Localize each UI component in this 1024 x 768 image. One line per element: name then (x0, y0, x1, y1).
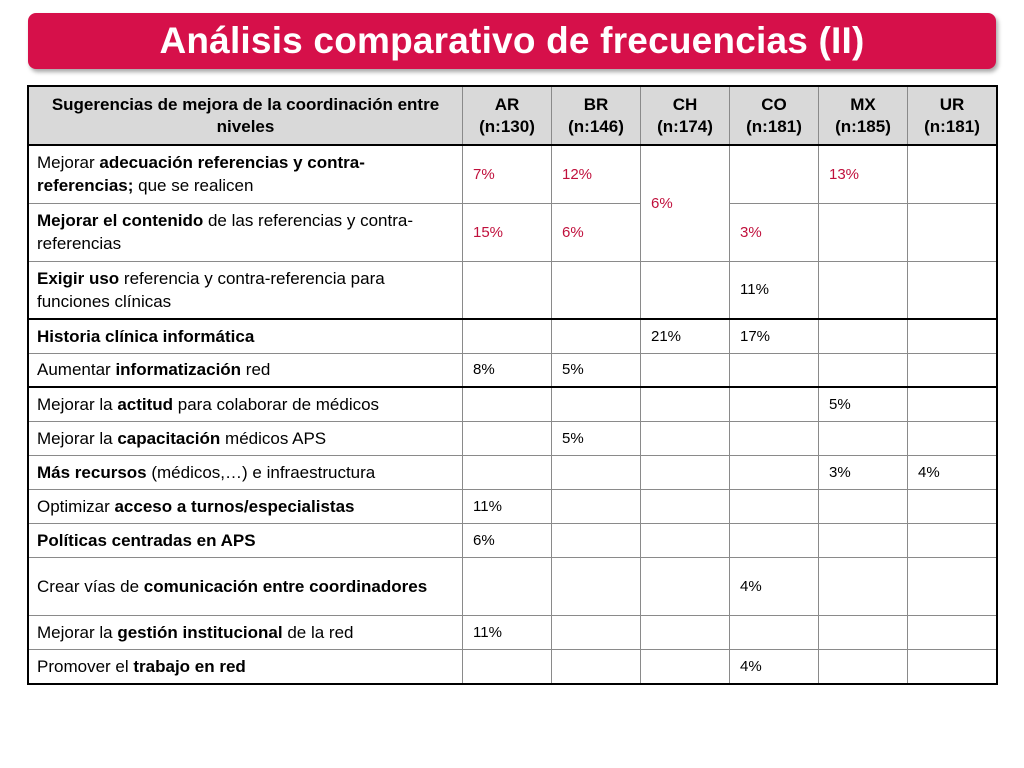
cell-co (730, 145, 819, 203)
cell-co: 17% (730, 319, 819, 353)
cell-ar: 6% (463, 523, 552, 557)
cell-ar: 8% (463, 353, 552, 387)
cell-ur (908, 649, 997, 683)
frequency-table (28, 86, 997, 684)
table-row (29, 649, 997, 683)
row-label: Mejorar el contenido de las referencias y contra-referencias (29, 203, 463, 261)
cell-ur (908, 261, 997, 319)
cell-br: 6% (552, 203, 641, 261)
country-code: CO (761, 94, 787, 114)
header-row (29, 87, 997, 146)
cell-ur (908, 203, 997, 261)
country-code: MX (850, 94, 876, 114)
row-label: Políticas centradas en APS (29, 523, 463, 557)
table-row (29, 523, 997, 557)
country-code: CH (672, 94, 698, 114)
cell-br: 12% (552, 145, 641, 203)
row-label: Mejorar la capacitación médicos APS (29, 421, 463, 455)
cell-ch (641, 421, 730, 455)
cell-ur: 4% (908, 455, 997, 489)
cell-co (730, 387, 819, 421)
cell-ar (463, 557, 552, 615)
cell-ar: 7% (463, 145, 552, 203)
cell-br: 5% (552, 421, 641, 455)
cell-br (552, 455, 641, 489)
cell-ch (641, 455, 730, 489)
cell-ch (641, 615, 730, 649)
cell-mx (819, 203, 908, 261)
cell-ur (908, 557, 997, 615)
cell-ch (641, 353, 730, 387)
row-label: Mejorar la actitud para colaborar de médicos (29, 387, 463, 421)
cell-ch (641, 261, 730, 319)
cell-co: 4% (730, 557, 819, 615)
cell-br (552, 489, 641, 523)
row-label: Historia clínica informática (29, 319, 463, 353)
cell-br (552, 387, 641, 421)
cell-ar: 11% (463, 489, 552, 523)
cell-mx (819, 421, 908, 455)
header-country-br (552, 87, 641, 146)
cell-ar (463, 387, 552, 421)
cell-ur (908, 145, 997, 203)
table-row (29, 421, 997, 455)
cell-co (730, 615, 819, 649)
cell-ch (641, 387, 730, 421)
table-row (29, 145, 997, 203)
country-code: UR (939, 94, 965, 114)
cell-ur (908, 387, 997, 421)
cell-co (730, 489, 819, 523)
cell-ur (908, 353, 997, 387)
header-country-co (730, 87, 819, 146)
table-row (29, 489, 997, 523)
cell-ar (463, 261, 552, 319)
country-n: (n:181) (924, 116, 980, 136)
header-country-ur (908, 87, 997, 146)
row-label: Exigir uso referencia y contra-referencia para funciones clínicas (29, 261, 463, 319)
table-row (29, 203, 997, 261)
cell-ch (641, 557, 730, 615)
row-label: Optimizar acceso a turnos/especialistas (29, 489, 463, 523)
cell-mx (819, 319, 908, 353)
row-label: Aumentar informatización red (29, 353, 463, 387)
table-row (29, 615, 997, 649)
header-country-mx (819, 87, 908, 146)
cell-mx: 5% (819, 387, 908, 421)
cell-mx (819, 523, 908, 557)
page-title: Análisis comparativo de frecuencias (II) (159, 20, 865, 61)
cell-ar: 11% (463, 615, 552, 649)
cell-ar (463, 649, 552, 683)
title-banner (28, 13, 996, 69)
cell-co (730, 455, 819, 489)
cell-br (552, 557, 641, 615)
cell-ch (641, 649, 730, 683)
cell-co: 11% (730, 261, 819, 319)
table-row (29, 261, 997, 319)
cell-br (552, 319, 641, 353)
cell-ur (908, 319, 997, 353)
country-n: (n:185) (835, 116, 891, 136)
cell-co (730, 421, 819, 455)
cell-mx (819, 557, 908, 615)
cell-co (730, 523, 819, 557)
cell-co: 3% (730, 203, 819, 261)
row-label: Promover el trabajo en red (29, 649, 463, 683)
table-row (29, 557, 997, 615)
cell-ar (463, 319, 552, 353)
cell-mx (819, 489, 908, 523)
row-label: Más recursos (médicos,…) e infraestructura (29, 455, 463, 489)
country-n: (n:181) (746, 116, 802, 136)
cell-ch (641, 523, 730, 557)
row-label: Mejorar la gestión institucional de la red (29, 615, 463, 649)
cell-ar: 15% (463, 203, 552, 261)
cell-br (552, 649, 641, 683)
cell-ur (908, 523, 997, 557)
cell-br (552, 615, 641, 649)
cell-co: 4% (730, 649, 819, 683)
cell-mx (819, 353, 908, 387)
cell-br: 5% (552, 353, 641, 387)
cell-ur (908, 615, 997, 649)
header-country-ar (463, 87, 552, 146)
table-row (29, 319, 997, 353)
country-n: (n:130) (479, 116, 535, 136)
cell-ch (641, 489, 730, 523)
table-row (29, 353, 997, 387)
header-country-ch (641, 87, 730, 146)
cell-co (730, 353, 819, 387)
cell-mx: 3% (819, 455, 908, 489)
cell-ur (908, 421, 997, 455)
country-n: (n:174) (657, 116, 713, 136)
cell-mx (819, 615, 908, 649)
cell-ar (463, 455, 552, 489)
cell-ch: 21% (641, 319, 730, 353)
row-label: Crear vías de comunicación entre coordinadores (29, 557, 463, 615)
cell-br (552, 261, 641, 319)
cell-mx: 13% (819, 145, 908, 203)
country-code: BR (583, 94, 609, 114)
table-row (29, 387, 997, 421)
cell-ch: 6% (641, 145, 730, 261)
table-row (29, 455, 997, 489)
cell-mx (819, 261, 908, 319)
cell-br (552, 523, 641, 557)
cell-ur (908, 489, 997, 523)
header-label: Sugerencias de mejora de la coordinación entre niveles (29, 87, 463, 146)
cell-mx (819, 649, 908, 683)
country-code: AR (494, 94, 520, 114)
cell-ar (463, 421, 552, 455)
row-label: Mejorar adecuación referencias y contra-referencias; que se realicen (29, 145, 463, 203)
country-n: (n:146) (568, 116, 624, 136)
